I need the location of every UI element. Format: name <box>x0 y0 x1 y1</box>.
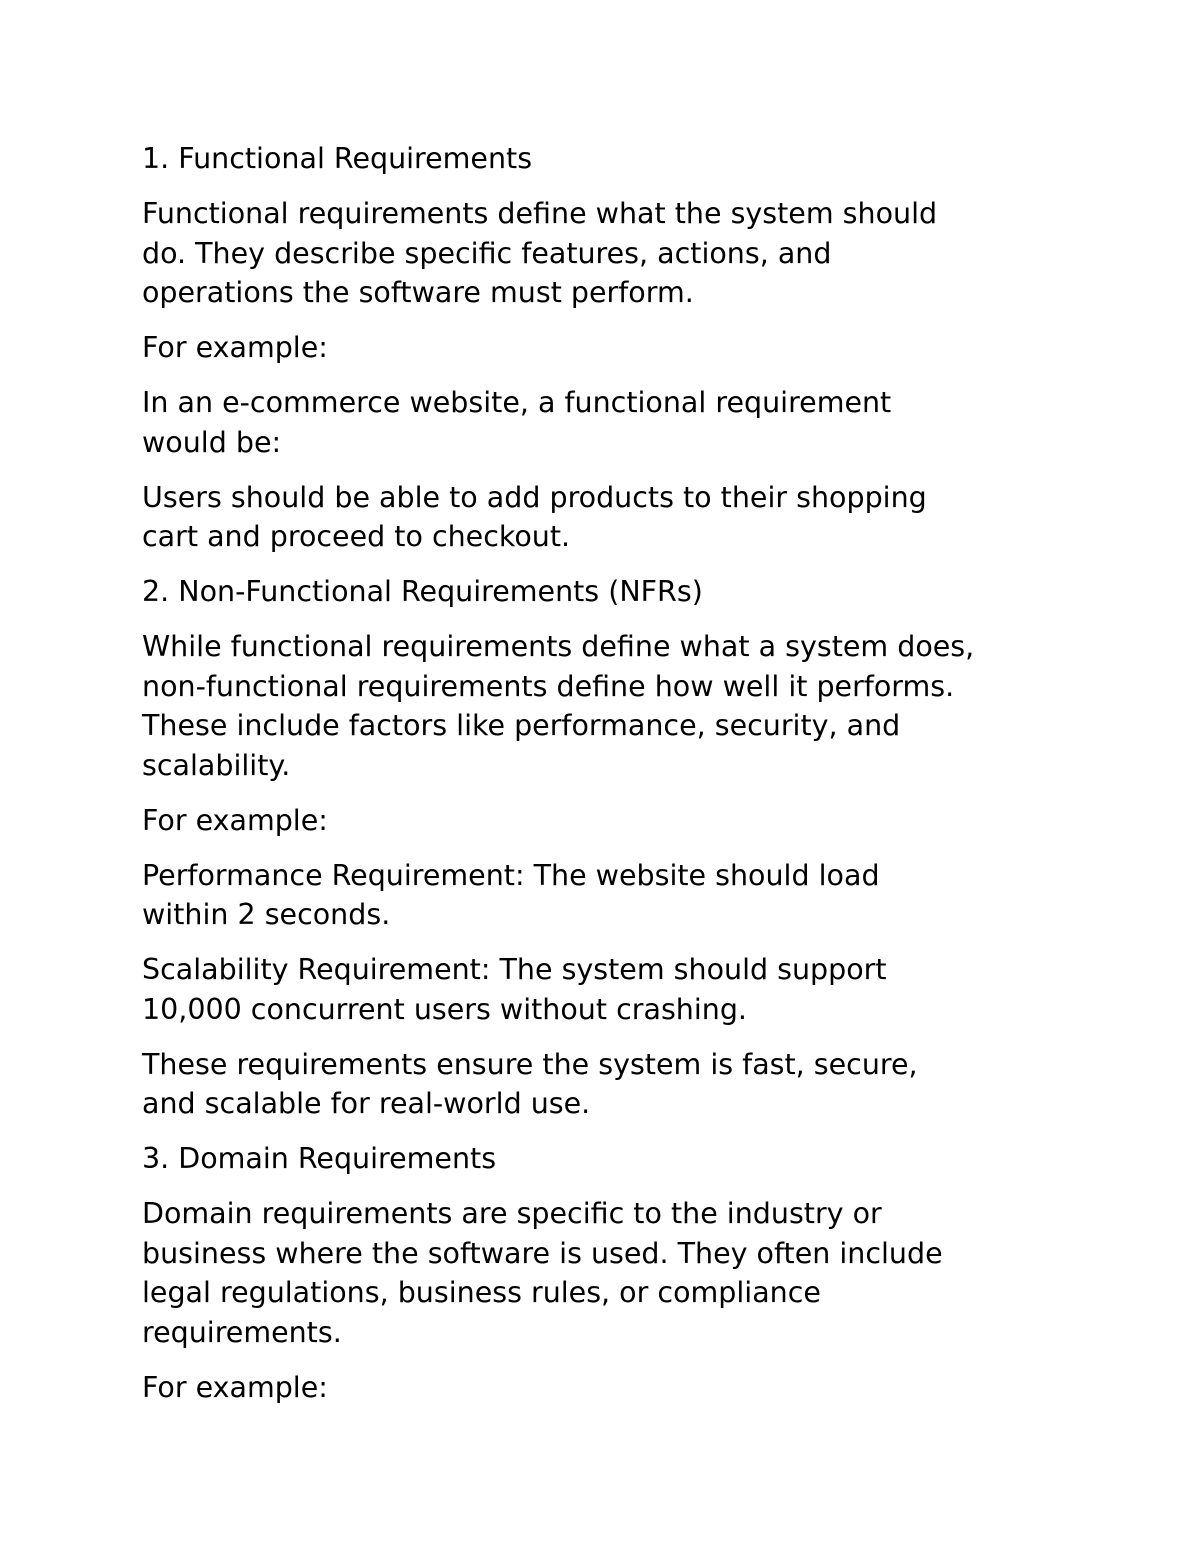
paragraph-scalability-requirement: Scalability Requirement: The system should support 10,000 concurrent users without crashing. <box>142 953 887 1026</box>
paragraph-ecommerce-intro: In an e-commerce website, a functional requirement would be: <box>142 386 892 459</box>
section-heading-functional: 1. Functional Requirements <box>142 142 533 175</box>
paragraph-nfr-summary: These requirements ensure the system is fast, secure, and scalable for real-world use. <box>142 1047 918 1120</box>
paragraph-for-example: For example: <box>142 803 328 837</box>
paragraph-shopping-cart-example: Users should be able to add products to their shopping cart and proceed to checkout. <box>142 480 927 553</box>
paragraph-for-example: For example: <box>142 331 328 364</box>
section-heading-domain: 3. Domain Requirements <box>142 1142 497 1175</box>
paragraph-nfr-definition: While functional requirements define what a system does, non-functional requirements define how well it performs. These include factors like performance, security, and scalability. <box>142 630 975 782</box>
paragraph-for-example: For example: <box>142 1370 328 1404</box>
paragraph-domain-definition: Domain requirements are specific to the industry or business where the software is used. They often include legal regulations, business rules, or compliance requirements. <box>142 1197 943 1349</box>
section-heading-non-functional: 2. Non-Functional Requirements (NFRs) <box>142 575 703 608</box>
paragraph-functional-definition: Functional requirements define what the system should do. They describe specific features, actions, and operations the software must perform. <box>142 197 938 309</box>
paragraph-performance-requirement: Performance Requirement: The website should load within 2 seconds. <box>142 858 880 931</box>
document-body <box>142 139 1072 1423</box>
